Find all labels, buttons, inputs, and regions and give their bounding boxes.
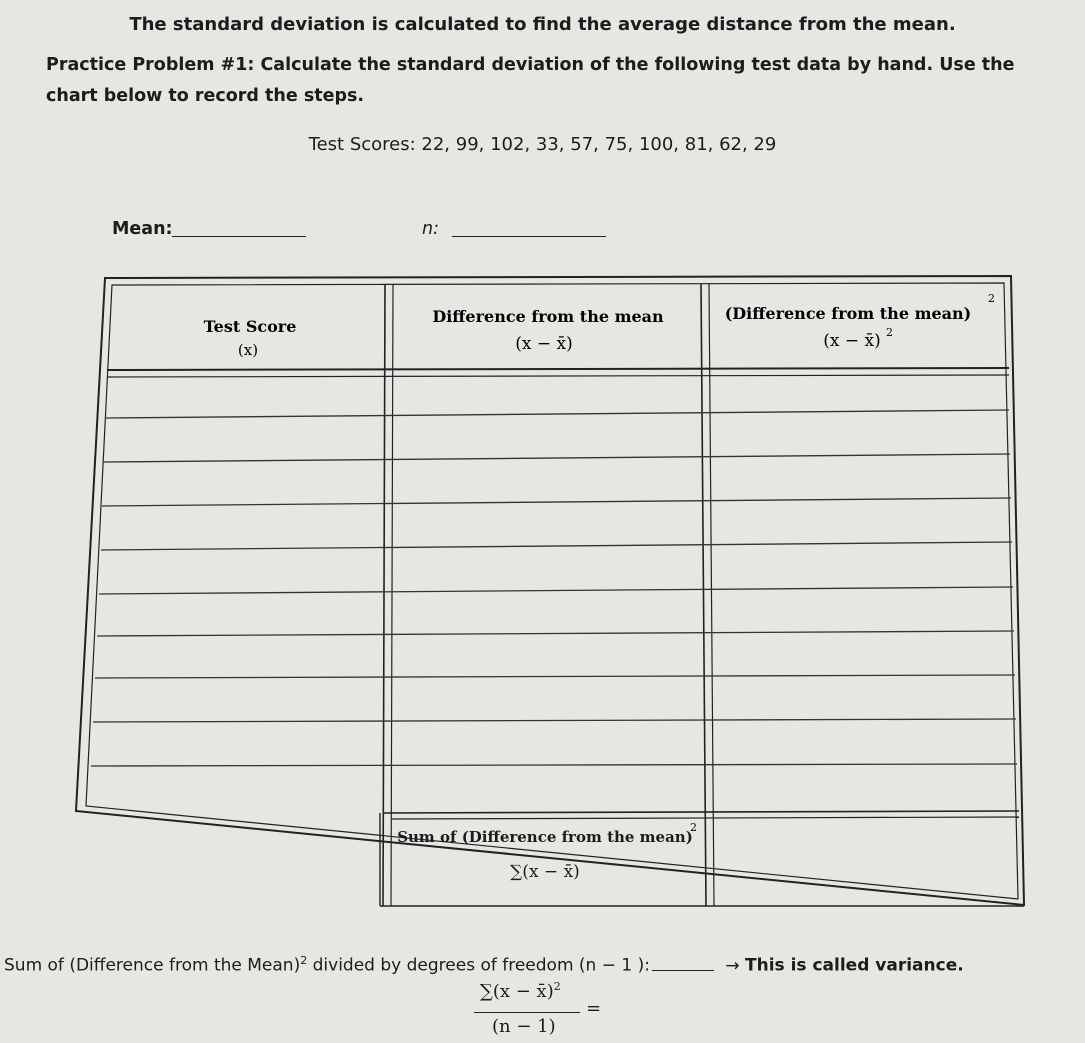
sum-row-label: Sum of (Difference from the mean) xyxy=(397,828,693,846)
col1-header-line1: Test Score xyxy=(203,317,297,336)
mean-label: Mean: xyxy=(112,219,173,239)
dof-label: (n − 1 ): xyxy=(578,955,650,976)
col1-header-line2: (x) xyxy=(237,341,259,359)
header-separator xyxy=(107,368,1009,370)
arrow-icon: → xyxy=(725,955,740,976)
col3-header-superscript: 2 xyxy=(988,292,995,305)
fraction-bar xyxy=(474,1012,580,1013)
formula-numerator: ∑(x − x̄)$^2$ xyxy=(480,980,561,1002)
variance-text: Sum of (Difference from the Mean) xyxy=(4,955,301,976)
practice-problem-text: Practice Problem #1: Calculate the standard deviation of the following test data by hand. Use the chart below to record the steps. xyxy=(46,55,1015,106)
n-label: n: xyxy=(422,219,439,239)
sum-superscript: 2 xyxy=(690,821,697,834)
col2-header-line1: Difference from the mean xyxy=(432,307,664,326)
intro-text: The standard deviation is calculated to find the average distance from the mean. xyxy=(129,14,956,35)
variance-answer-blank[interactable] xyxy=(652,970,714,971)
variance-superscript: 2 xyxy=(300,954,308,967)
sum-row-formula: ∑(x − x̄) xyxy=(510,862,580,882)
formula-equals: = xyxy=(586,998,602,1019)
col3-formula-superscript: 2 xyxy=(886,326,893,339)
variance-called-text: This is called variance. xyxy=(745,955,964,976)
formula-denominator: (n − 1) xyxy=(492,1016,556,1037)
variance-line xyxy=(4,954,964,976)
test-scores-line: Test Scores: 22, 99, 102, 33, 57, 75, 100, 81, 62, 29 xyxy=(308,134,777,155)
sum-row-top xyxy=(383,811,1019,813)
col2-header-formula: (x − x̄) xyxy=(515,334,573,354)
col3-header-formula: (x − x̄) xyxy=(823,331,881,351)
variance-text-2: divided by degrees of freedom xyxy=(307,955,579,976)
table-row-lines xyxy=(91,410,1017,766)
col3-header-line1: (Difference from the mean) xyxy=(724,304,972,323)
